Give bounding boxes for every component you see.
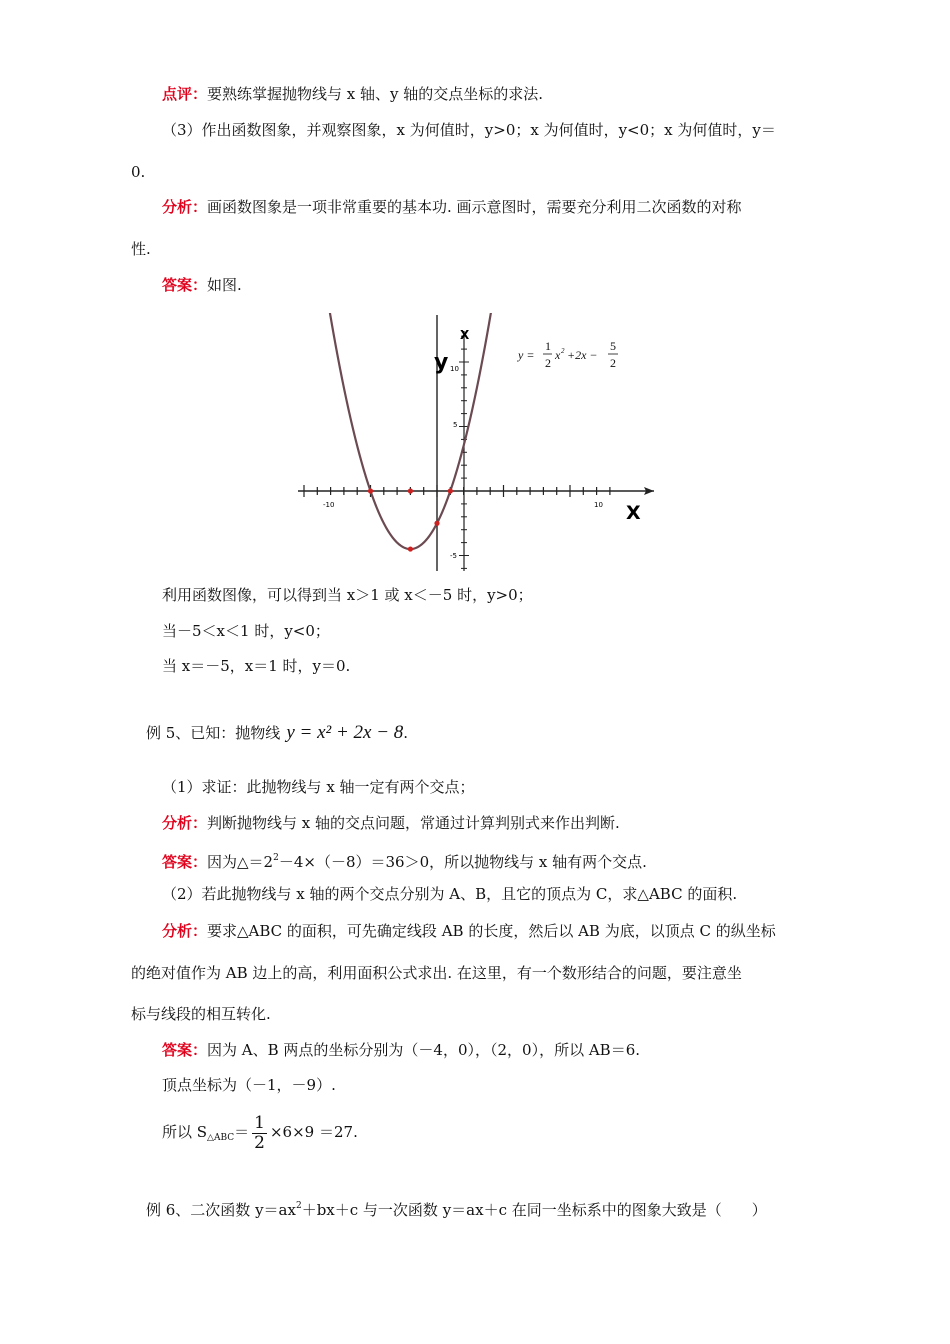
example-6 [146,1196,767,1220]
answer-sup: 2 [273,853,279,863]
y-axis-arrow-label: X [460,328,470,342]
conclusion-2: 当－5＜x＜1 时，y<0； [162,622,330,640]
x-tick-neg10: -10 [323,501,335,509]
function-formula [517,339,618,370]
marked-point [408,546,413,551]
example-5-equation: y = x² + 2x − 8 [286,722,404,743]
svg-text:2: 2 [610,356,616,370]
analysis-line-3-cont1: 的绝对值作为 AB 边上的高，利用面积公式求出. 在这里，有一个数形结合的问题，要注意坐 [131,964,742,982]
area-post: ×6×9 ＝27. [269,1123,358,1141]
analysis-line-3-cont2: 标与线段的相互转化. [131,1005,271,1023]
question-1: （1）求证：此抛物线与 x 轴一定有两个交点； [162,778,475,796]
analysis-line-1 [162,197,742,217]
answer-label: 答案： [162,1041,208,1059]
svg-text:2: 2 [561,347,565,355]
question-3: （3）作出函数图象，并观察图象，x 为何值时，y>0；x 为何值时，y<0；x 为何值时，y＝ [162,121,776,139]
marked-point [408,488,413,493]
svg-text:x: x [555,348,561,362]
vertex-line: 顶点坐标为（－1，－9）. [162,1076,336,1094]
svg-text:y =: y = [518,348,535,362]
conclusion-1: 利用函数图像，可以得到当 x＞1 或 x＜－5 时，y>0； [162,586,533,604]
svg-text:+2x −: +2x − [567,348,598,362]
answer-line-3 [162,1040,640,1060]
question-3-cont: 0. [131,163,146,181]
example-5-suffix: . [403,724,409,742]
example-6-post: ＋bx＋c 与一次函数 y＝ax＋c 在同一坐标系中的图象大致是（ ） [301,1201,767,1219]
comment-line [162,84,543,104]
analysis-label: 分析： [162,814,208,832]
example-6-sup: 2 [295,1201,302,1211]
svg-text:5: 5 [610,339,616,353]
analysis-line-3 [162,921,776,941]
y-axis-label: y [434,350,449,375]
marked-point [448,488,453,493]
example-5-prefix: 例 5、已知：抛物线 [146,724,281,742]
analysis-line-1-cont: 性. [131,240,151,258]
comment-label: 点评： [162,85,208,103]
marked-point [434,521,439,526]
parabola-curve [320,313,501,549]
y-tick-5: 5 [453,421,458,429]
answer-text-pre: 因为△＝2 [207,853,274,871]
area-line [162,1110,358,1154]
answer-line-1 [162,275,242,295]
analysis-line-2 [162,813,620,833]
markers [368,488,453,551]
x-tick-pos10: 10 [594,501,603,509]
example-5-heading [146,718,408,748]
comment-text: 要熟练掌握抛物线与 x 轴、y 轴的交点坐标的求法. [207,85,544,103]
example-6-pre: 例 6、二次函数 y＝ax [146,1201,296,1219]
analysis-label: 分析： [162,198,208,216]
answer-text: 如图. [207,276,242,294]
marked-point [368,488,373,493]
area-fraction-den: 2 [254,1132,265,1153]
analysis-text: 要求△ABC 的面积，可先确定线段 AB 的长度，然后以 AB 为底，以顶点 C 的纵坐标 [207,922,776,940]
answer-label: 答案： [162,853,208,871]
area-fraction-num: 1 [254,1112,265,1133]
answer-label: 答案： [162,276,208,294]
svg-text:1: 1 [545,339,551,353]
area-prefix: 所以 S [162,1123,208,1141]
x-axis-label: X [626,502,641,524]
area-eq: ＝ [234,1123,250,1141]
parabola-graph [296,313,662,573]
answer-text: 因为 A、B 两点的坐标分别为（－4，0），（2，0），所以 AB＝6. [207,1041,641,1059]
axes [296,315,654,571]
y-tick-10: 10 [450,365,459,373]
analysis-text: 画函数图象是一项非常重要的基本功. 画示意图时，需要充分利用二次函数的对称 [207,198,742,216]
conclusion-3: 当 x＝－5，x＝1 时，y＝0. [162,657,351,675]
answer-line-2 [162,848,647,872]
answer-text-post: －4×（－8）＝36＞0，所以抛物线与 x 轴有两个交点. [278,853,647,871]
analysis-label: 分析： [162,922,208,940]
question-2: （2）若此抛物线与 x 轴的两个交点分别为 A、B，且它的顶点为 C，求△ABC 的面积. [162,885,738,903]
svg-text:2: 2 [545,356,551,370]
area-fraction [252,1114,267,1153]
y-tick-neg5: -5 [450,552,457,560]
analysis-text: 判断抛物线与 x 轴的交点问题，常通过计算判别式来作出判断. [207,814,620,832]
area-subscript: △ABC [207,1133,235,1143]
